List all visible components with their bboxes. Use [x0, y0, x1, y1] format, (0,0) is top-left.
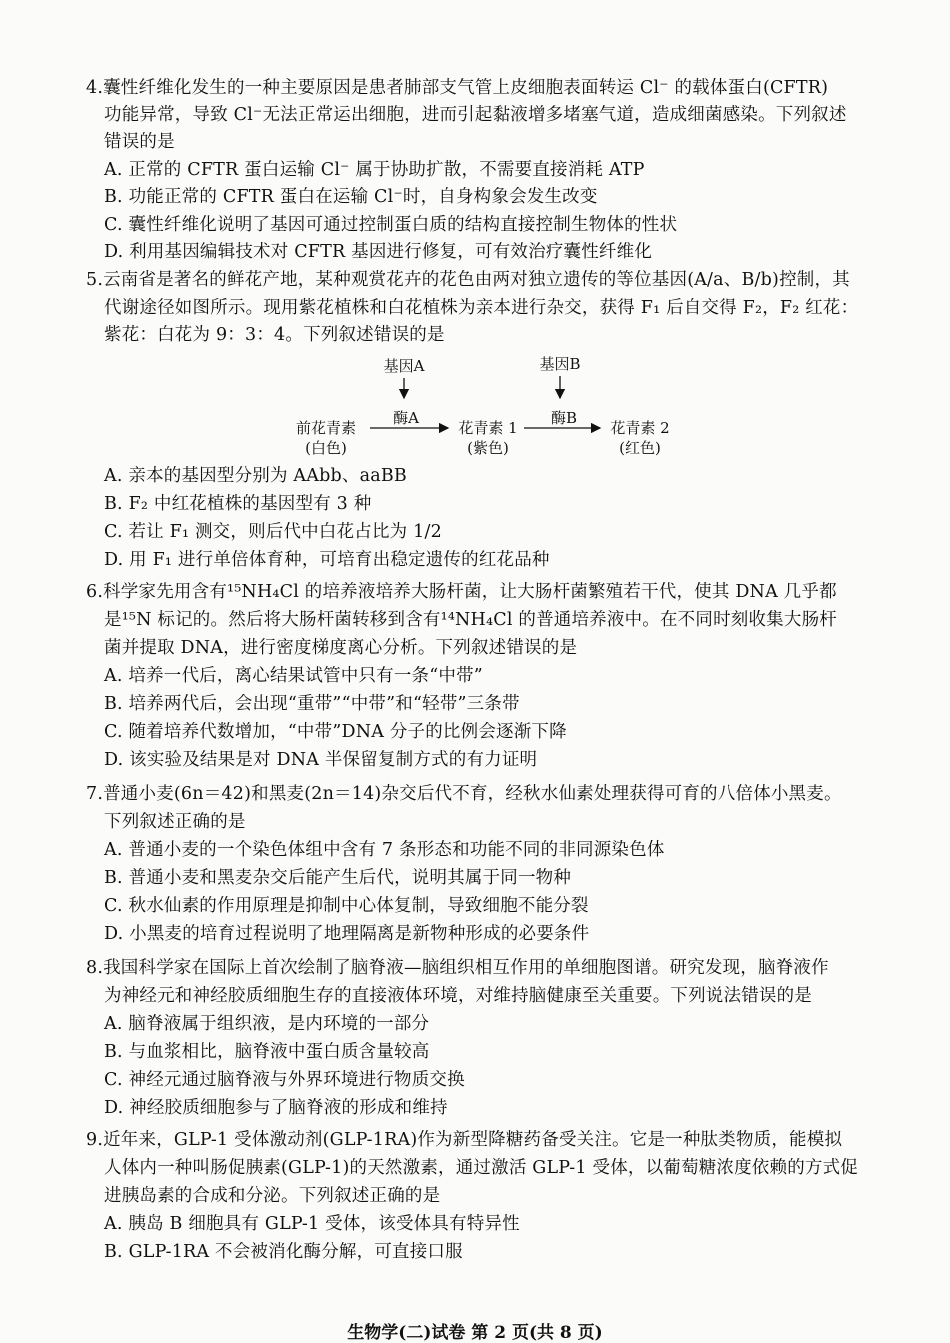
q6-stem-line-3: 菌并提取 DNA，进行密度梯度离心分析。下列叙述错误的是: [104, 638, 578, 658]
q4-stem-line-3: 错误的是: [104, 132, 175, 152]
gene-b-label: 基因B: [539, 355, 581, 373]
q5-option-b: B. F₂ 中红花植株的基因型有 3 种: [104, 494, 372, 514]
anthocyanin-2-color: (红色): [619, 439, 661, 457]
page-footer: 生物学(二)试卷 第 2 页(共 8 页): [347, 1323, 603, 1343]
q9-stem-line-3: 进胰岛素的合成和分泌。下列叙述正确的是: [104, 1186, 441, 1206]
q9-option-a: A. 胰岛 B 细胞具有 GLP-1 受体，该受体具有特异性: [104, 1214, 520, 1234]
q5-option-c: C. 若让 F₁ 测交，则后代中白花占比为 1/2: [104, 522, 442, 542]
q4-stem-line-1: 4.囊性纤维化发生的一种主要原因是患者肺部支气管上皮细胞表面转运 Cl⁻ 的载体蛋白(CFTR): [86, 78, 829, 98]
q9-stem-line-2: 人体内一种叫肠促胰素(GLP-1)的天然激素，通过激活 GLP-1 受体，以葡萄糖浓度依赖的方式促: [104, 1158, 859, 1178]
q9-option-b: B. GLP-1RA 不会被消化酶分解，可直接口服: [104, 1242, 463, 1262]
pre-anthocyanin-color: (白色): [305, 439, 347, 457]
q8-option-c: C. 神经元通过脑脊液与外界环境进行物质交换: [104, 1070, 465, 1090]
q6-stem-line-1: 6.科学家先用含有¹⁵NH₄Cl 的培养液培养大肠杆菌，让大肠杆菌繁殖若干代，使其 DNA 几乎都: [86, 582, 837, 602]
q6-option-a: A. 培养一代后，离心结果试管中只有一条“中带”: [104, 666, 483, 686]
q5-option-d: D. 用 F₁ 进行单倍体育种，可培育出稳定遗传的红花品种: [104, 550, 550, 570]
q8-option-b: B. 与血浆相比，脑脊液中蛋白质含量较高: [104, 1042, 430, 1062]
q4-stem-line-2: 功能异常，导致 Cl⁻无法正常运出细胞，进而引起黏液增多堵塞气道，造成细菌感染。下列叙述: [104, 105, 847, 125]
q7-option-b: B. 普通小麦和黑麦杂交后能产生后代，说明其属于同一物种: [104, 868, 572, 888]
q7-stem-line-1: 7.普通小麦(6n＝42)和黑麦(2n＝14)杂交后代不育，经秋水仙素处理获得可育的八倍体小黑麦。: [86, 784, 842, 804]
q5-stem-line-3: 紫花：白花为 9：3：4。下列叙述错误的是: [104, 325, 445, 345]
anthocyanin-1-label: 花青素 1: [458, 419, 518, 437]
q9-stem-line-1: 9.近年来，GLP-1 受体激动剂(GLP-1RA)作为新型降糖药备受关注。它是一种肽类物质，能模拟: [86, 1130, 843, 1150]
q6-option-b: B. 培养两代后，会出现“重带”“中带”和“轻带”三条带: [104, 694, 520, 714]
anthocyanin-1-color: (紫色): [467, 439, 509, 457]
q7-option-c: C. 秋水仙素的作用原理是抑制中心体复制，导致细胞不能分裂: [104, 896, 589, 916]
enzyme-b-label: 酶B: [550, 409, 578, 427]
q5-stem-line-2: 代谢途径如图所示。现用紫花植株和白花植株为亲本进行杂交，获得 F₁ 后自交得 F₂，F₂ 红花：: [104, 298, 859, 318]
q6-option-d: D. 该实验及结果是对 DNA 半保留复制方式的有力证明: [104, 750, 538, 770]
gene-a-label: 基因A: [383, 357, 425, 375]
q5-option-a: A. 亲本的基因型分别为 AAbb、aaBB: [104, 466, 407, 486]
q7-stem-line-2: 下列叙述正确的是: [104, 812, 246, 832]
q4-option-d: D. 利用基因编辑技术对 CFTR 基因进行修复，可有效治疗囊性纤维化: [104, 242, 653, 262]
q6-stem-line-2: 是¹⁵N 标记的。然后将大肠杆菌转移到含有¹⁴NH₄Cl 的普通培养液中。在不同时刻收集大肠杆: [104, 610, 837, 630]
q4-option-c: C. 囊性纤维化说明了基因可通过控制蛋白质的结构直接控制生物体的性状: [104, 215, 678, 235]
q4-option-a: A. 正常的 CFTR 蛋白运输 Cl⁻ 属于协助扩散，不需要直接消耗 ATP: [104, 160, 645, 180]
anthocyanin-2-label: 花青素 2: [610, 419, 670, 437]
q8-option-a: A. 脑脊液属于组织液，是内环境的一部分: [104, 1014, 430, 1034]
q6-option-c: C. 随着培养代数增加，“中带”DNA 分子的比例会逐渐下降: [104, 722, 567, 742]
q4-option-b: B. 功能正常的 CFTR 蛋白在运输 Cl⁻时，自身构象会发生改变: [104, 187, 598, 207]
pre-anthocyanin-label: 前花青素: [295, 419, 356, 437]
enzyme-a-label: 酶A: [393, 409, 419, 427]
q7-option-d: D. 小黑麦的培育过程说明了地理隔离是新物种形成的必要条件: [104, 924, 590, 944]
metabolic-pathway-diagram: [280, 352, 700, 462]
q8-stem-line-2: 为神经元和神经胶质细胞生存的直接液体环境，对维持脑健康至关重要。下列说法错误的是: [104, 986, 812, 1006]
q8-option-d: D. 神经胶质细胞参与了脑脊液的形成和维持: [104, 1098, 448, 1118]
q5-stem-line-1: 5.云南省是著名的鲜花产地，某种观赏花卉的花色由两对独立遗传的等位基因(A/a、B/b)控制，其: [86, 270, 850, 290]
q7-option-a: A. 普通小麦的一个染色体组中含有 7 条形态和功能不同的非同源染色体: [104, 840, 665, 860]
q8-stem-line-1: 8.我国科学家在国际上首次绘制了脑脊液—脑组织相互作用的单细胞图谱。研究发现，脑脊液作: [86, 958, 829, 978]
